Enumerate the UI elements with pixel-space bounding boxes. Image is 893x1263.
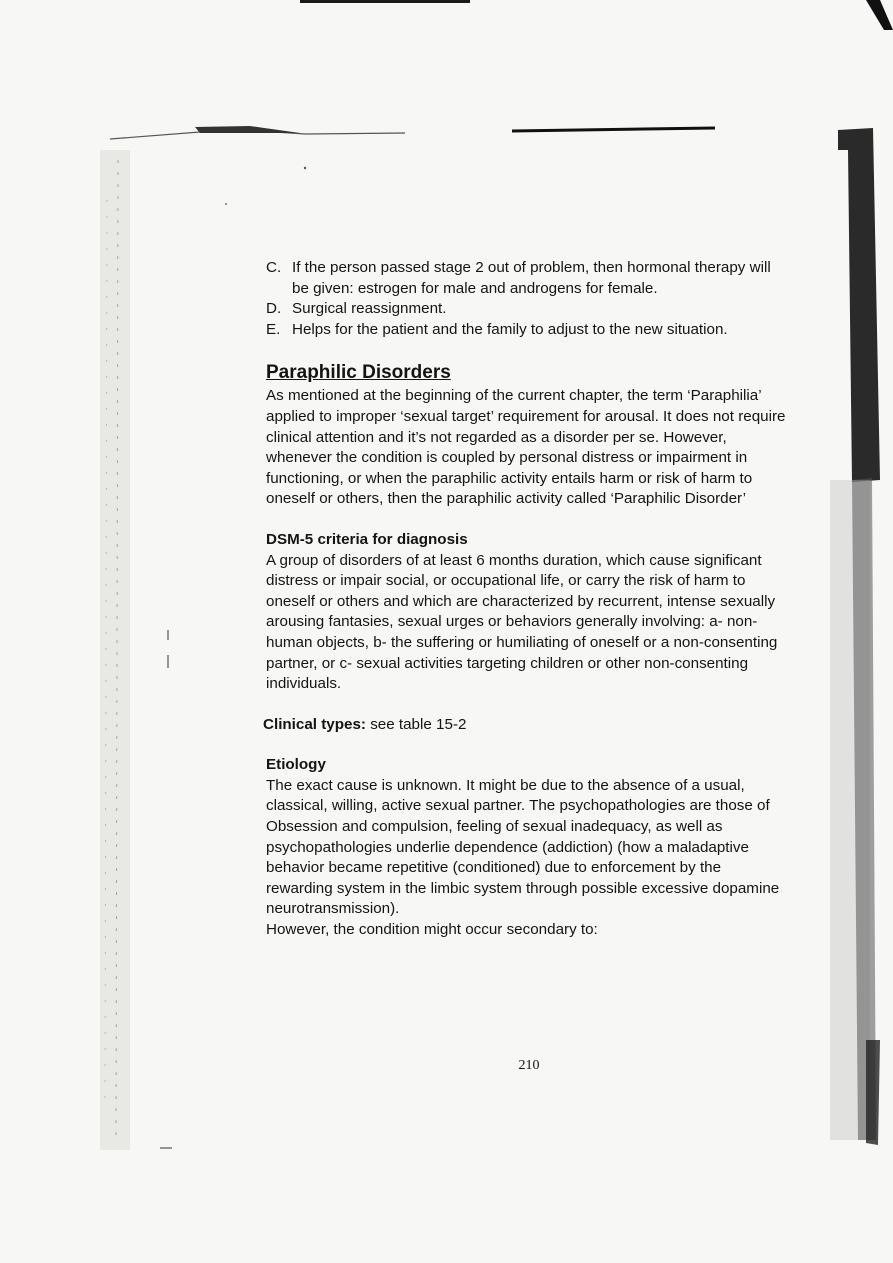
- section-heading: Paraphilic Disorders: [266, 362, 451, 384]
- list-item: D. Surgical reassignment.: [266, 300, 447, 318]
- page-number: 210: [518, 1058, 540, 1073]
- list-item: C. If the person passed stage 2 out of problem, then hormonal therapy will be given: estrogen for male and androgens for female.: [266, 259, 771, 297]
- intro-paragraph: As mentioned at the beginning of the current chapter, the term ‘Paraphilia’ applied to improper ‘sexual target’ requirement for arousal. It does not require clinical attention and it’s not regarded as a disorder per se. However, whenever the condition is coupled by personal distress or impairment in functioning, or when the paraphilic activity entails harm or risk of harm to oneself or others, then the paraphilic activity called ‘Paraphilic Disorder’: [266, 387, 786, 508]
- clinical-types-line: [263, 715, 786, 736]
- treatment-list: [266, 258, 786, 340]
- closing-line: However, the condition might occur secondary to:: [266, 921, 598, 939]
- clinical-types-label: Clinical types:: [263, 715, 366, 733]
- dsm-paragraph: A group of disorders of at least 6 months duration, which cause significant distress or impair social, or occupational life, or carry the risk of harm to oneself or others and which are characterized by recurrent, intense sexually arousing fantasies, sexual urges or behaviors generally involving: a- non-human objects, b- the suffering or humiliating of oneself or a non-consenting partner, or c- sexual activities targeting children or other non-consenting individuals.: [266, 551, 778, 693]
- clinical-types-text: see table 15-2: [365, 715, 467, 733]
- etiology-heading: Etiology: [266, 756, 326, 774]
- dsm-heading: DSM-5 criteria for diagnosis: [266, 530, 468, 548]
- list-item: E. Helps for the patient and the family to adjust to the new situation.: [266, 320, 728, 338]
- etiology-paragraph: The exact cause is unknown. It might be due to the absence of a usual, classical, willing, active sexual partner. The psychopathologies are those of Obsession and compulsion, feeling of sexual inadequacy, as well as psychopathologies underlie dependence (addiction) (how a maladaptive behavior became repetitive (conditioned) due to enforcement by the rewarding system in the limbic system through possible excessive dopamine neurotransmission).: [266, 776, 780, 918]
- page-body: [263, 258, 786, 941]
